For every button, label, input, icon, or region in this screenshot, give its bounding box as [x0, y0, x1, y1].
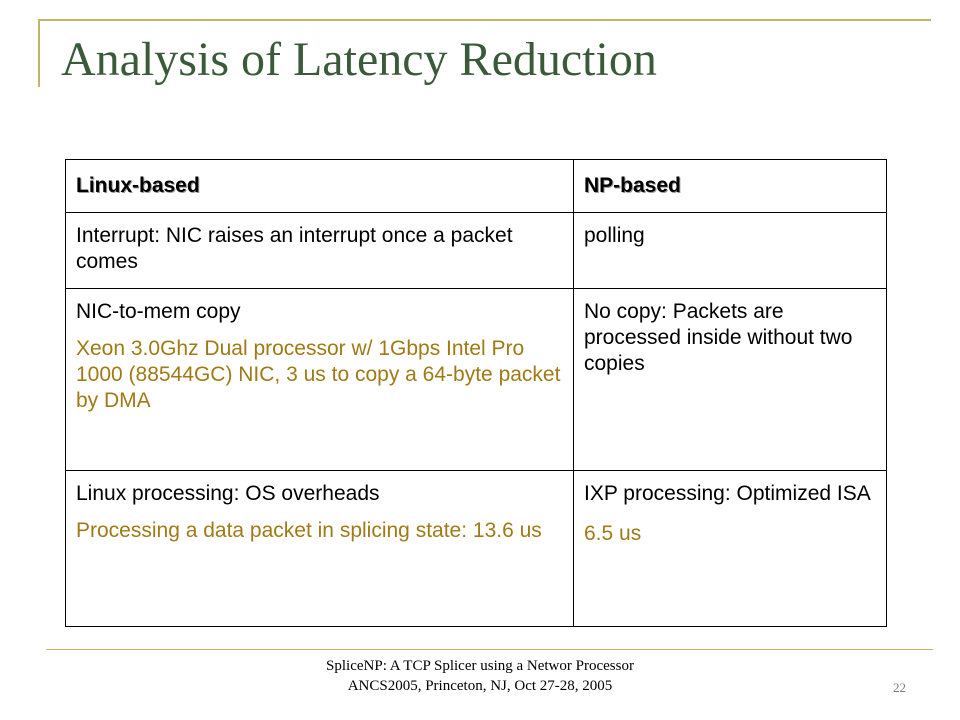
cell-detail-text: Xeon 3.0Ghz Dual processor w/ 1Gbps Intel Pro 1000 (88544GC) NIC, 3 us to copy a 64-byte packet by DMA — [76, 337, 561, 412]
footer — [0, 656, 960, 696]
footer-line-2: ANCS2005, Princeton, NJ, Oct 27-28, 2005 — [347, 678, 613, 694]
table-row — [66, 213, 887, 289]
table-row — [66, 289, 887, 471]
left-rule — [38, 19, 40, 87]
cell-detail-text: 6.5 us — [584, 522, 642, 545]
cell-detail-text: Processing a data packet in splicing state: 13.6 us — [76, 519, 542, 542]
table-cell — [66, 213, 574, 289]
table-row — [66, 471, 887, 627]
footer-line-1: SpliceNP: A TCP Splicer using a Networ Processor — [326, 658, 634, 674]
table-cell — [66, 289, 574, 471]
page-number: 22 — [893, 680, 906, 695]
table-cell — [574, 471, 887, 627]
table-cell — [66, 471, 574, 627]
cell-text: polling — [584, 224, 645, 247]
cell-text: IXP processing: Optimized ISA — [584, 482, 871, 505]
cell-text: No copy: Packets are processed inside without two copies — [584, 300, 853, 375]
cell-text: NIC-to-mem copy — [76, 300, 241, 323]
footer-rule — [46, 649, 933, 650]
table-cell — [574, 289, 887, 471]
top-rule — [38, 19, 931, 21]
header-linux-based: Linux-based — [66, 160, 574, 213]
slide-title: Analysis of Latency Reduction — [61, 33, 657, 86]
table-cell — [574, 213, 887, 289]
header-np-based: NP-based — [574, 160, 887, 213]
comparison-table — [65, 159, 887, 627]
cell-text: Interrupt: NIC raises an interrupt once a packet comes — [76, 224, 513, 273]
cell-text: Linux processing: OS overheads — [76, 482, 380, 505]
table-header-row — [66, 160, 887, 213]
